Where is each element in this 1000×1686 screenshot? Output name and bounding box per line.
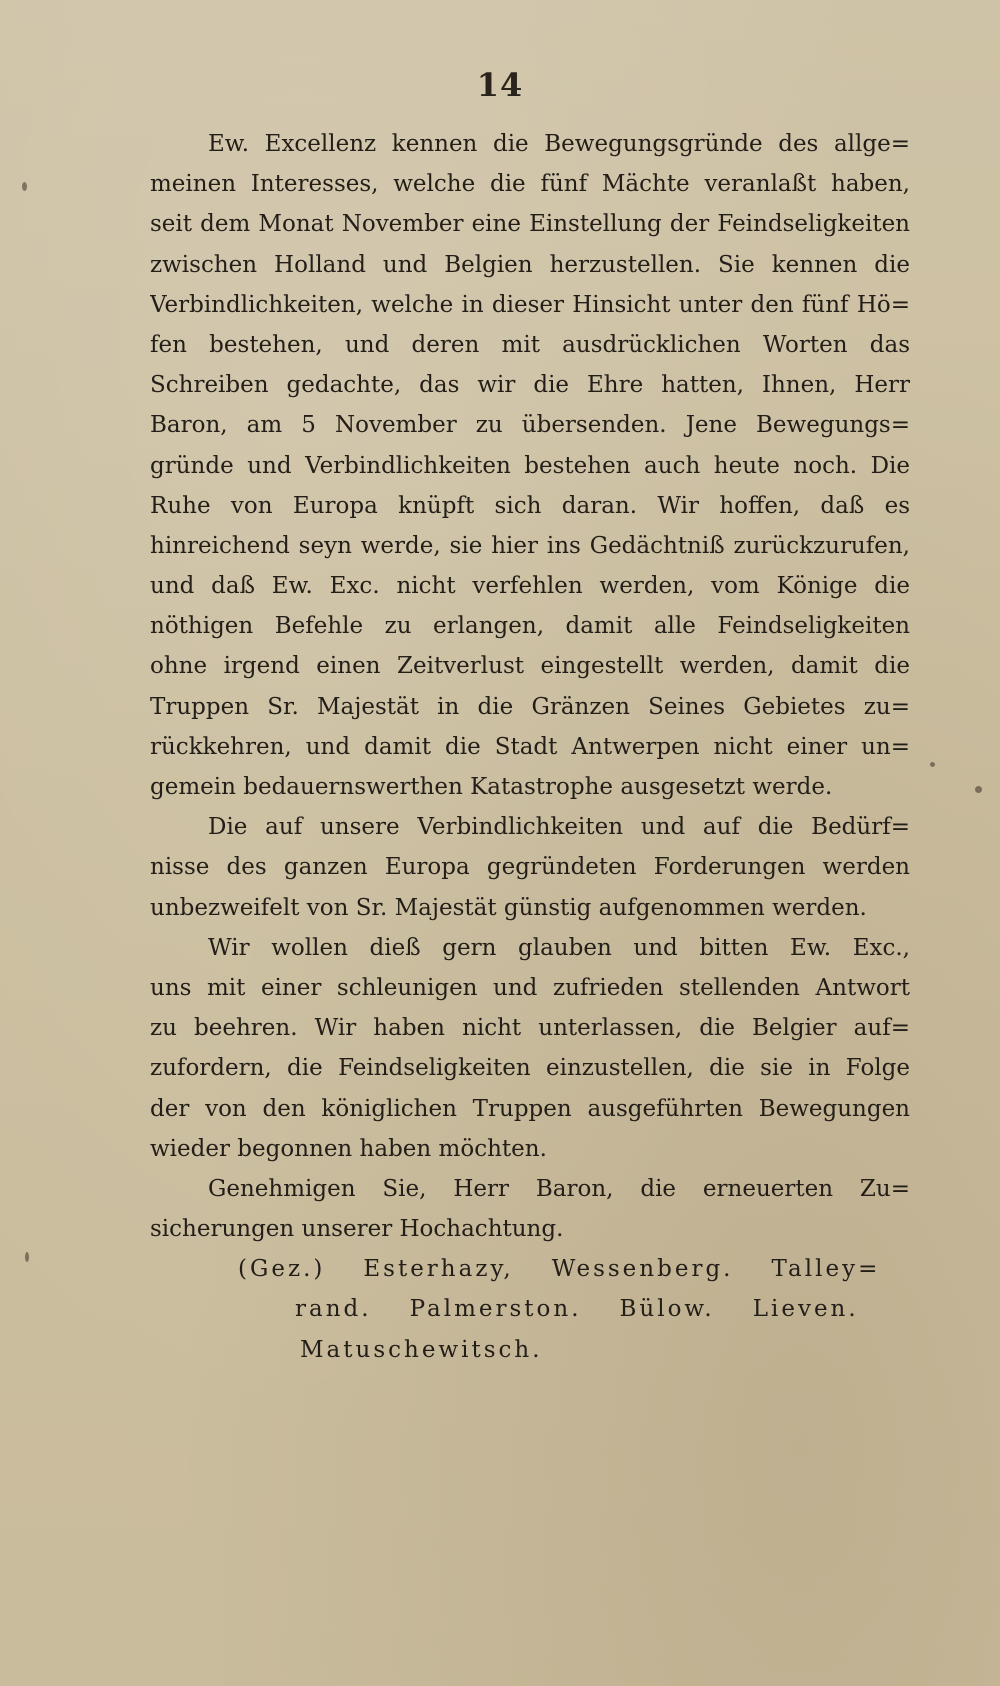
signature-name: rand. (295, 1296, 372, 1323)
signature-line (150, 1249, 910, 1289)
ink-speck (25, 1252, 29, 1262)
text-line: zwischen Holland und Belgien herzustellen. Sie kennen die (150, 251, 910, 278)
text-line: Ruhe von Europa knüpft sich daran. Wir hoffen, daß es (150, 492, 910, 519)
signature-name: Esterhazy, (363, 1256, 514, 1283)
signature-name: Talley= (771, 1256, 881, 1283)
text-line: meinen Interesses, welche die fünf Mächte veranlaßt haben, (150, 171, 910, 198)
signature-name: Palmerston. (409, 1296, 582, 1323)
text-line: Wir wollen dieß gern glauben und bitten Ew. Exc., (208, 934, 910, 961)
text-line: gemein bedauernswerthen Katastrophe ausgesetzt werde. (150, 774, 833, 800)
signature-name: Wessenberg. (551, 1256, 734, 1283)
page-number: 14 (476, 66, 524, 104)
ink-speck (975, 786, 982, 793)
text-line: Truppen Sr. Majestät in die Gränzen Seines Gebietes zu= (150, 693, 910, 720)
signature-name: Matuschewitsch. (300, 1336, 543, 1363)
signature-name: Lieven. (752, 1296, 859, 1323)
text-line: unbezweifelt von Sr. Majestät günstig aufgenommen werden. (150, 894, 867, 921)
text-line: Verbindlichkeiten, welche in dieser Hinsicht unter den fünf Hö= (150, 291, 910, 318)
text-line: zufordern, die Feindseligkeiten einzustellen, die sie in Folge (150, 1055, 910, 1082)
text-line: nisse des ganzen Europa gegründeten Forderungen werden (150, 854, 910, 881)
signature-prefix: (Gez.) (238, 1256, 326, 1283)
text-line: uns mit einer schleunigen und zufrieden stellenden Antwort (150, 974, 910, 1001)
text-line: seit dem Monat November eine Einstellung der Feindseligkeiten (150, 211, 910, 238)
text-line: Genehmigen Sie, Herr Baron, die erneuerten Zu= (208, 1175, 910, 1202)
letter-body (150, 124, 910, 1370)
text-line: und daß Ew. Exc. nicht verfehlen werden, vom Könige die (150, 573, 910, 600)
text-line: Baron, am 5 November zu übersenden. Jene Bewegungs= (150, 412, 910, 439)
text-line: wieder begonnen haben möchten. (150, 1135, 547, 1162)
signature-name: Bülow. (619, 1296, 715, 1323)
text-line: Ew. Excellenz kennen die Bewegungsgründe des allge= (208, 131, 910, 157)
signature-line (150, 1330, 910, 1370)
text-line: sicherungen unserer Hochachtung. (150, 1216, 564, 1243)
text-line: Die auf unsere Verbindlichkeiten und auf die Bedürf= (208, 814, 910, 841)
text-line: Schreiben gedachte, das wir die Ehre hatten, Ihnen, Herr (150, 372, 910, 399)
text-line: fen bestehen, und deren mit ausdrücklichen Worten das (150, 331, 910, 358)
ink-speck (930, 762, 935, 767)
text-line: zu beehren. Wir haben nicht unterlassen, die Belgier auf= (150, 1015, 910, 1042)
text-line: gründe und Verbindlichkeiten bestehen auch heute noch. Die (150, 452, 910, 479)
text-line: hinreichend seyn werde, sie hier ins Gedächtniß zurückzurufen, (150, 532, 910, 559)
ink-speck (22, 182, 27, 191)
text-line: rückkehren, und damit die Stadt Antwerpen nicht einer un= (150, 733, 910, 760)
text-line: ohne irgend einen Zeitverlust eingestellt werden, damit die (150, 653, 910, 680)
signature-line (150, 1289, 910, 1329)
text-line: der von den königlichen Truppen ausgeführten Bewegungen (150, 1095, 910, 1122)
text-line: nöthigen Befehle zu erlangen, damit alle Feindseligkeiten (150, 613, 910, 640)
